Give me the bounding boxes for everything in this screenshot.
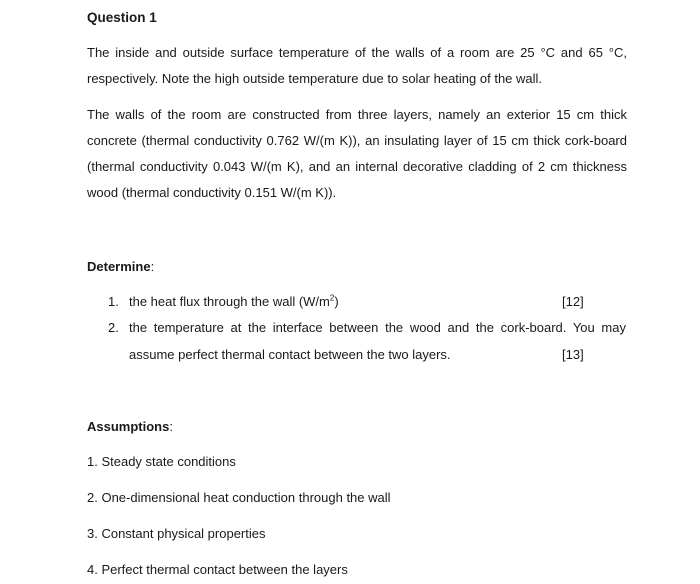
item-line: assume perfect thermal contact between the two layers. [129, 347, 451, 362]
assumptions-heading [87, 419, 173, 434]
item-line: the temperature at the interface between the wood and the cork-board. You may [129, 320, 626, 335]
item-marks: [12] [562, 294, 584, 309]
determine-colon: : [150, 259, 155, 274]
item-marks: [13] [562, 347, 584, 362]
paragraph-line: concrete (thermal conductivity 0.762 W/(m K)), an insulating layer of 15 cm thick cork-board [87, 133, 627, 148]
assumption-item: 3. Constant physical properties [87, 526, 266, 541]
paragraph-line: The walls of the room are constructed from three layers, namely an exterior 15 cm thick [87, 107, 627, 122]
item-text [129, 314, 626, 368]
assumptions-colon: : [169, 419, 173, 434]
assumption-item: 1. Steady state conditions [87, 454, 236, 469]
determine-heading [87, 259, 154, 274]
paragraph-temperatures [87, 40, 627, 92]
item-superscript: 2 [329, 293, 335, 303]
assumption-item: 4. Perfect thermal contact between the layers [87, 562, 348, 577]
paragraph-line: respectively. Note the high outside temperature due to solar heating of the wall. [87, 71, 543, 86]
paragraph-line: wood (thermal conductivity 0.151 W/(m K)). [87, 185, 337, 200]
item-number: 1. [108, 294, 119, 309]
item-text-main: the heat flux through the wall (W/m [129, 294, 330, 309]
item-text [129, 288, 605, 315]
item-text-end: ) [334, 294, 339, 309]
determine-label: Determine [87, 259, 151, 274]
paragraph-line: (thermal conductivity 0.043 W/(m K), and an internal decorative cladding of 2 cm thickness [87, 159, 627, 174]
paragraph-line: The inside and outside surface temperature of the walls of a room are 25 °C and 65 °C, [87, 45, 627, 60]
item-number: 2. [108, 320, 119, 335]
assumption-item: 2. One-dimensional heat conduction through the wall [87, 490, 391, 505]
question-title: Question 1 [87, 10, 157, 25]
assumptions-label: Assumptions [87, 419, 170, 434]
paragraph-wall-layers [87, 102, 627, 206]
